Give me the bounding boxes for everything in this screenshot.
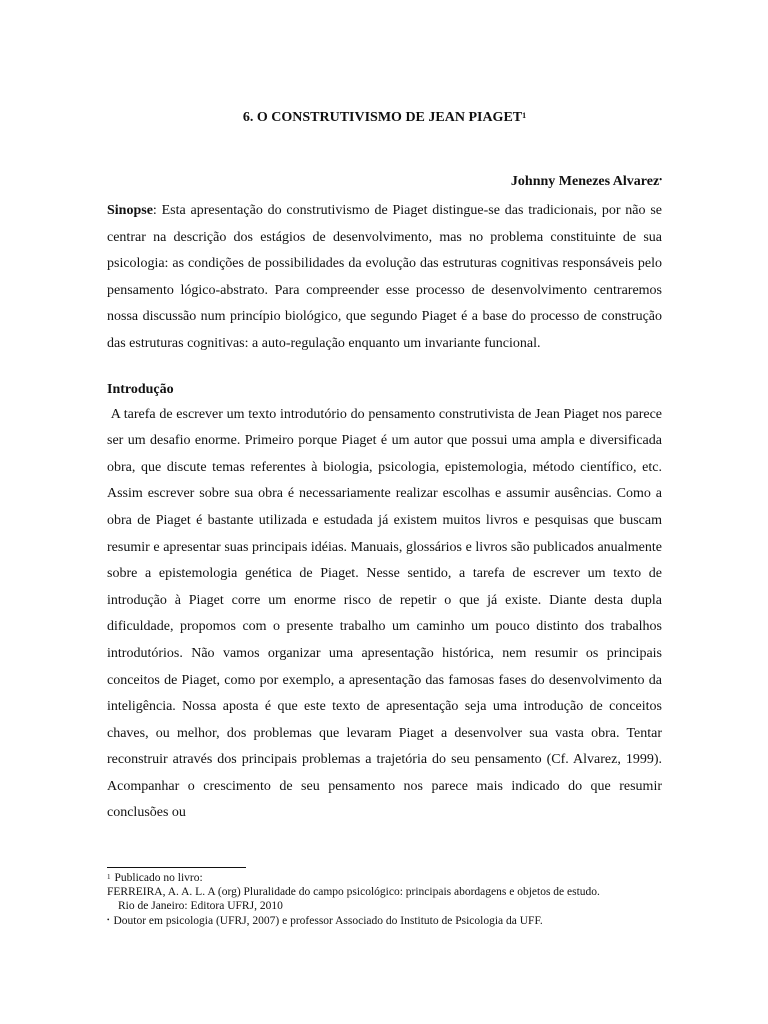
sinopse-text: : Esta apresentação do construtivismo de Piaget distingue-se das tradicionais, por não se centrar na descrição dos estágios de desenvolvimento, mas no problema constituinte de sua psicologia: as condições de possibilidades da evolução das estruturas cognitivas responsáveis pelo pensamento lógico-abstrato. Para compreender esse processo de desenvolvimento centraremos nossa discussão num princípio biológico, que segundo Piaget é a base do processo de construção das estruturas cognitivas: a auto-regulação enquanto um invariante funcional. bbox=[107, 203, 662, 351]
author-name bbox=[107, 172, 662, 192]
footnote-2-text: Doutor em psicologia (UFRJ, 2007) e professor Associado do Instituto de Psicologia da UFF. bbox=[113, 914, 543, 927]
sinopse-paragraph bbox=[107, 198, 662, 358]
document-title bbox=[107, 108, 662, 128]
introducao-text: A tarefa de escrever um texto introdutório do pensamento construtivista de Jean Piaget nos parece ser um desafio enorme. Primeiro porque Piaget é um autor que possui uma ampla e diversificada obra, que discute temas referentes à biologia, psicologia, epistemologia, método científico, etc. Assim escrever sobre sua obra é necessariamente realizar escolhas e assumir ausências. Como a obra de Piaget é bastante utilizada e estudada já existem muitos livros e pesquisas que buscam resumir e apresentar suas principais idéias. Manuais, glossários e livros são publicados anualmente sobre a epistemologia genética de Piaget. Nesse sentido, a tarefa de escrever um texto de introdução à Piaget corre um enorme risco de repetir o que já existe. Diante desta dupla dificuldade, propomos com o presente trabalho um caminho um pouco distinto dos trabalhos introdutórios. Não vamos organizar uma apresentação histórica, nem resumir os principais conceitos de Piaget, como por exemplo, a apresentação das famosas fases do desenvolvimento da inteligência. Nossa aposta é que este texto de apresentação seja uma introdução de conceitos chaves, ou melhor, dos problemas que levaram Piaget a desenvolver sua vasta obra. Tentar reconstruir através dos principais problemas a trajetória do seu pensamento (Cf. Alvarez, 1999). Acompanhar o crescimento de seu pensamento nos parece mais indicado do que resumir conclusões ou bbox=[107, 406, 663, 821]
section-heading-introducao: Introdução bbox=[107, 381, 174, 397]
sinopse-label: Sinopse bbox=[107, 203, 153, 218]
footnote-separator bbox=[107, 867, 246, 868]
footnote-1-line-2: FERREIRA, A. A. L. A (org) Pluralidade do campo psicológico: principais abordagens e objetos de estudo. bbox=[107, 886, 600, 899]
document-page bbox=[107, 108, 662, 827]
footnote-2 bbox=[107, 914, 662, 928]
author-footnote-marker: • bbox=[659, 175, 662, 184]
title-text: 6. O CONSTRUTIVISMO DE JEAN PIAGET bbox=[242, 110, 523, 125]
introducao-paragraph bbox=[107, 402, 662, 828]
footnote-1-line-1 bbox=[107, 871, 662, 885]
title-footnote-marker: 1 bbox=[522, 111, 527, 120]
footnote-1-text: Publicado no livro: bbox=[114, 872, 203, 884]
footnote-2-marker: • bbox=[107, 915, 110, 924]
author-text: Johnny Menezes Alvarez bbox=[510, 174, 660, 189]
footnote-1-marker: 1 bbox=[107, 873, 111, 881]
footnotes bbox=[107, 871, 662, 928]
footnote-1-line-3: Rio de Janeiro: Editora UFRJ, 2010 bbox=[118, 900, 283, 913]
